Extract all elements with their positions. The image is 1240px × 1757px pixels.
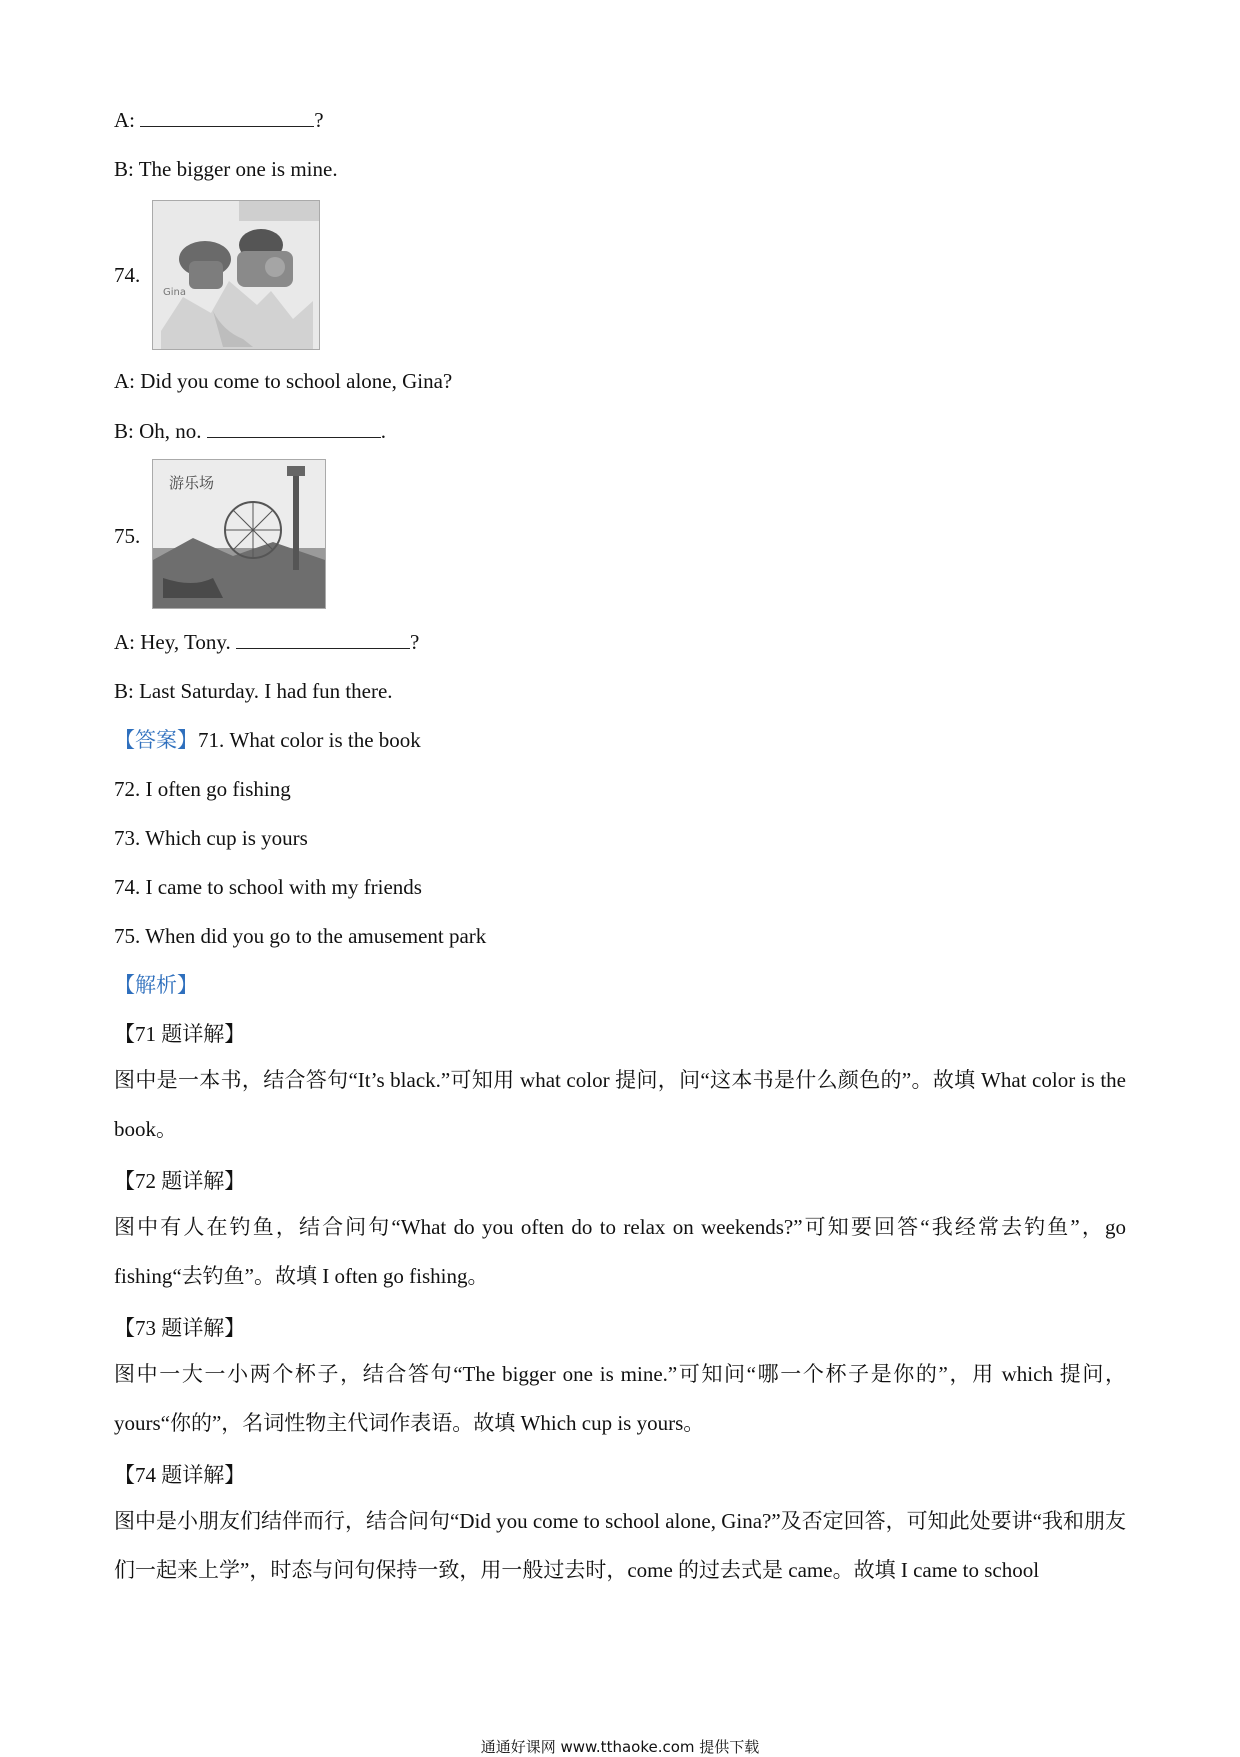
q75-image-sign: 游乐场	[169, 474, 215, 492]
section-heading: 【72 题详解】	[114, 1169, 246, 1193]
q74-number: 74.	[114, 263, 141, 287]
section-heading: 【71 题详解】	[114, 1022, 246, 1046]
answer-tag: 【答案】	[114, 728, 198, 752]
q75-b-line: B: Last Saturday. I had fun there.	[114, 679, 393, 703]
q74-answer-blank[interactable]	[207, 419, 381, 438]
q74-image-text: Gina	[163, 287, 186, 298]
q75-a-prefix: A: Hey, Tony.	[114, 630, 231, 654]
q74-picture	[152, 200, 320, 350]
q73-a-prefix: A:	[114, 108, 135, 132]
page-footer: 通通好课网 www.tthaoke.com 提供下载	[480, 1738, 760, 1756]
answer-item: 75. When did you go to the amusement park	[114, 924, 487, 948]
q74-b-suffix: .	[380, 419, 387, 443]
answer-item: 72. I often go fishing	[114, 777, 291, 801]
q74-b-line	[114, 418, 386, 444]
children-with-map-image	[153, 201, 319, 349]
answer-item: 71. What color is the book	[198, 728, 421, 752]
q73-b-line: B: The bigger one is mine.	[114, 157, 338, 181]
q74-a-line: A: Did you come to school alone, Gina?	[114, 369, 453, 393]
amusement-park-image	[153, 460, 325, 608]
q75-answer-blank[interactable]	[236, 630, 410, 649]
q75-number: 75.	[114, 524, 141, 548]
q75-a-line	[114, 629, 419, 655]
q74-b-prefix: B: Oh, no.	[114, 419, 202, 443]
q73-a-line	[114, 107, 324, 133]
section-text: 图中是一本书，结合答句“It’s black.”可知用 what color 提问，问“这本书是什么颜色的”。故填 What color is the book。	[114, 1068, 1126, 1141]
section-text: 图中一大一小两个杯子，结合答句“The bigger one is mine.”可知问“哪一个杯子是你的”，用 which 提问，yours“你的”，名词性物主代词作表语。故填 Which cup is yours。	[114, 1362, 1126, 1435]
q75-a-suffix: ?	[410, 630, 420, 654]
answer-item: 73. Which cup is yours	[114, 826, 308, 850]
section-text: 图中是小朋友们结伴而行，结合问句“Did you come to school alone, Gina?”及否定回答，可知此处要讲“我和朋友们一起来上学”，时态与问句保持一致，用一般过去时，come 的过去式是 came。故填 I came to school	[114, 1509, 1126, 1582]
analysis-tag: 【解析】	[114, 973, 198, 997]
q73-answer-blank[interactable]	[140, 108, 314, 127]
section-heading: 【74 题详解】	[114, 1463, 246, 1487]
section-text: 图中有人在钓鱼，结合问句“What do you often do to relax on weekends?”可知要回答“我经常去钓鱼”，go fishing“去钓鱼”。故填 I often go fishing。	[114, 1215, 1126, 1288]
answer-line-71	[114, 727, 421, 753]
section-heading: 【73 题详解】	[114, 1316, 246, 1340]
answer-item: 74. I came to school with my friends	[114, 875, 422, 899]
q73-a-suffix: ?	[314, 108, 324, 132]
q75-picture	[152, 459, 326, 609]
